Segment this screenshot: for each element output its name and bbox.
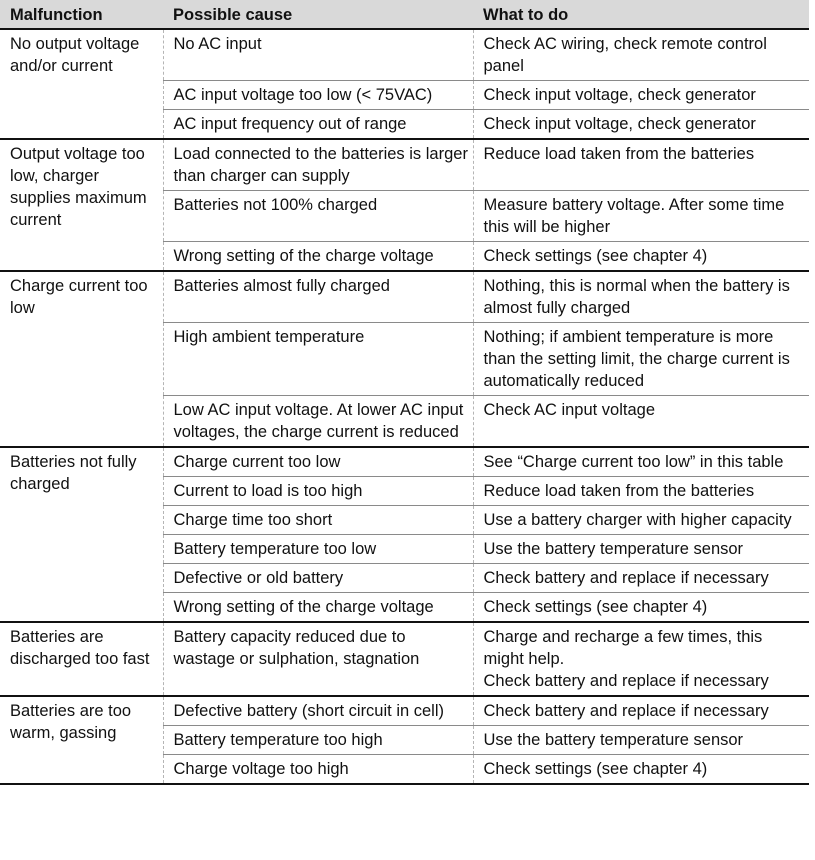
table-row (0, 271, 809, 323)
possible-cause-cell: AC input voltage too low (< 75VAC) (163, 81, 473, 110)
what-to-do-cell: Check AC wiring, check remote control panel (473, 29, 809, 81)
what-to-do-cell: Check input voltage, check generator (473, 110, 809, 140)
what-to-do-cell: Nothing; if ambient temperature is more than the setting limit, the charge current is automatically reduced (473, 323, 809, 396)
possible-cause-cell: Charge voltage too high (163, 755, 473, 785)
what-to-do-cell: Check AC input voltage (473, 396, 809, 448)
what-to-do-cell (473, 622, 809, 696)
possible-cause-cell: Charge time too short (163, 506, 473, 535)
possible-cause-cell: Wrong setting of the charge voltage (163, 593, 473, 623)
possible-cause-cell: No AC input (163, 29, 473, 81)
table-row (0, 447, 809, 477)
table-row (0, 29, 809, 81)
header-what-to-do: What to do (473, 0, 809, 29)
possible-cause-cell: Battery temperature too high (163, 726, 473, 755)
possible-cause-cell: Wrong setting of the charge voltage (163, 242, 473, 272)
table-body (0, 29, 809, 784)
possible-cause-cell: AC input frequency out of range (163, 110, 473, 140)
what-to-do-cell: Nothing, this is normal when the battery is almost fully charged (473, 271, 809, 323)
possible-cause-cell: Battery capacity reduced due to wastage or sulphation, stagnation (163, 622, 473, 696)
what-to-do-cell: Measure battery voltage. After some time this will be higher (473, 191, 809, 242)
possible-cause-cell: Defective or old battery (163, 564, 473, 593)
what-to-do-cell: Reduce load taken from the batteries (473, 477, 809, 506)
what-to-do-cell: Reduce load taken from the batteries (473, 139, 809, 191)
malfunction-cell: Charge current too low (0, 271, 163, 447)
header-row (0, 0, 809, 29)
possible-cause-cell: Load connected to the batteries is larger than charger can supply (163, 139, 473, 191)
malfunction-cell: Batteries are too warm, gassing (0, 696, 163, 784)
possible-cause-cell: Batteries not 100% charged (163, 191, 473, 242)
possible-cause-cell: High ambient temperature (163, 323, 473, 396)
possible-cause-cell: Battery temperature too low (163, 535, 473, 564)
what-to-do-cell: Check input voltage, check generator (473, 81, 809, 110)
what-to-do-cell: Check battery and replace if necessary (473, 696, 809, 726)
header-possible-cause: Possible cause (163, 0, 473, 29)
header-malfunction: Malfunction (0, 0, 163, 29)
what-to-do-cell: Check settings (see chapter 4) (473, 755, 809, 785)
table-row (0, 139, 809, 191)
what-to-do-cell: Use the battery temperature sensor (473, 726, 809, 755)
malfunction-cell: Output voltage too low, charger supplies maximum current (0, 139, 163, 271)
possible-cause-cell: Charge current too low (163, 447, 473, 477)
table-row (0, 622, 809, 696)
malfunction-cell: No output voltage and/or current (0, 29, 163, 139)
table-row (0, 696, 809, 726)
possible-cause-cell: Low AC input voltage. At lower AC input voltages, the charge current is reduced (163, 396, 473, 448)
what-to-do-cell: Check battery and replace if necessary (473, 564, 809, 593)
possible-cause-cell: Batteries almost fully charged (163, 271, 473, 323)
what-to-do-line: Check battery and replace if necessary (483, 672, 769, 690)
what-to-do-cell: Use a battery charger with higher capacity (473, 506, 809, 535)
what-to-do-line: Charge and recharge a few times, this might help. (483, 628, 763, 668)
what-to-do-cell: Use the battery temperature sensor (473, 535, 809, 564)
what-to-do-cell: See “Charge current too low” in this table (473, 447, 809, 477)
what-to-do-cell: Check settings (see chapter 4) (473, 593, 809, 623)
malfunction-cell: Batteries not fully charged (0, 447, 163, 622)
malfunction-cell: Batteries are discharged too fast (0, 622, 163, 696)
what-to-do-cell: Check settings (see chapter 4) (473, 242, 809, 272)
possible-cause-cell: Defective battery (short circuit in cell) (163, 696, 473, 726)
possible-cause-cell: Current to load is too high (163, 477, 473, 506)
